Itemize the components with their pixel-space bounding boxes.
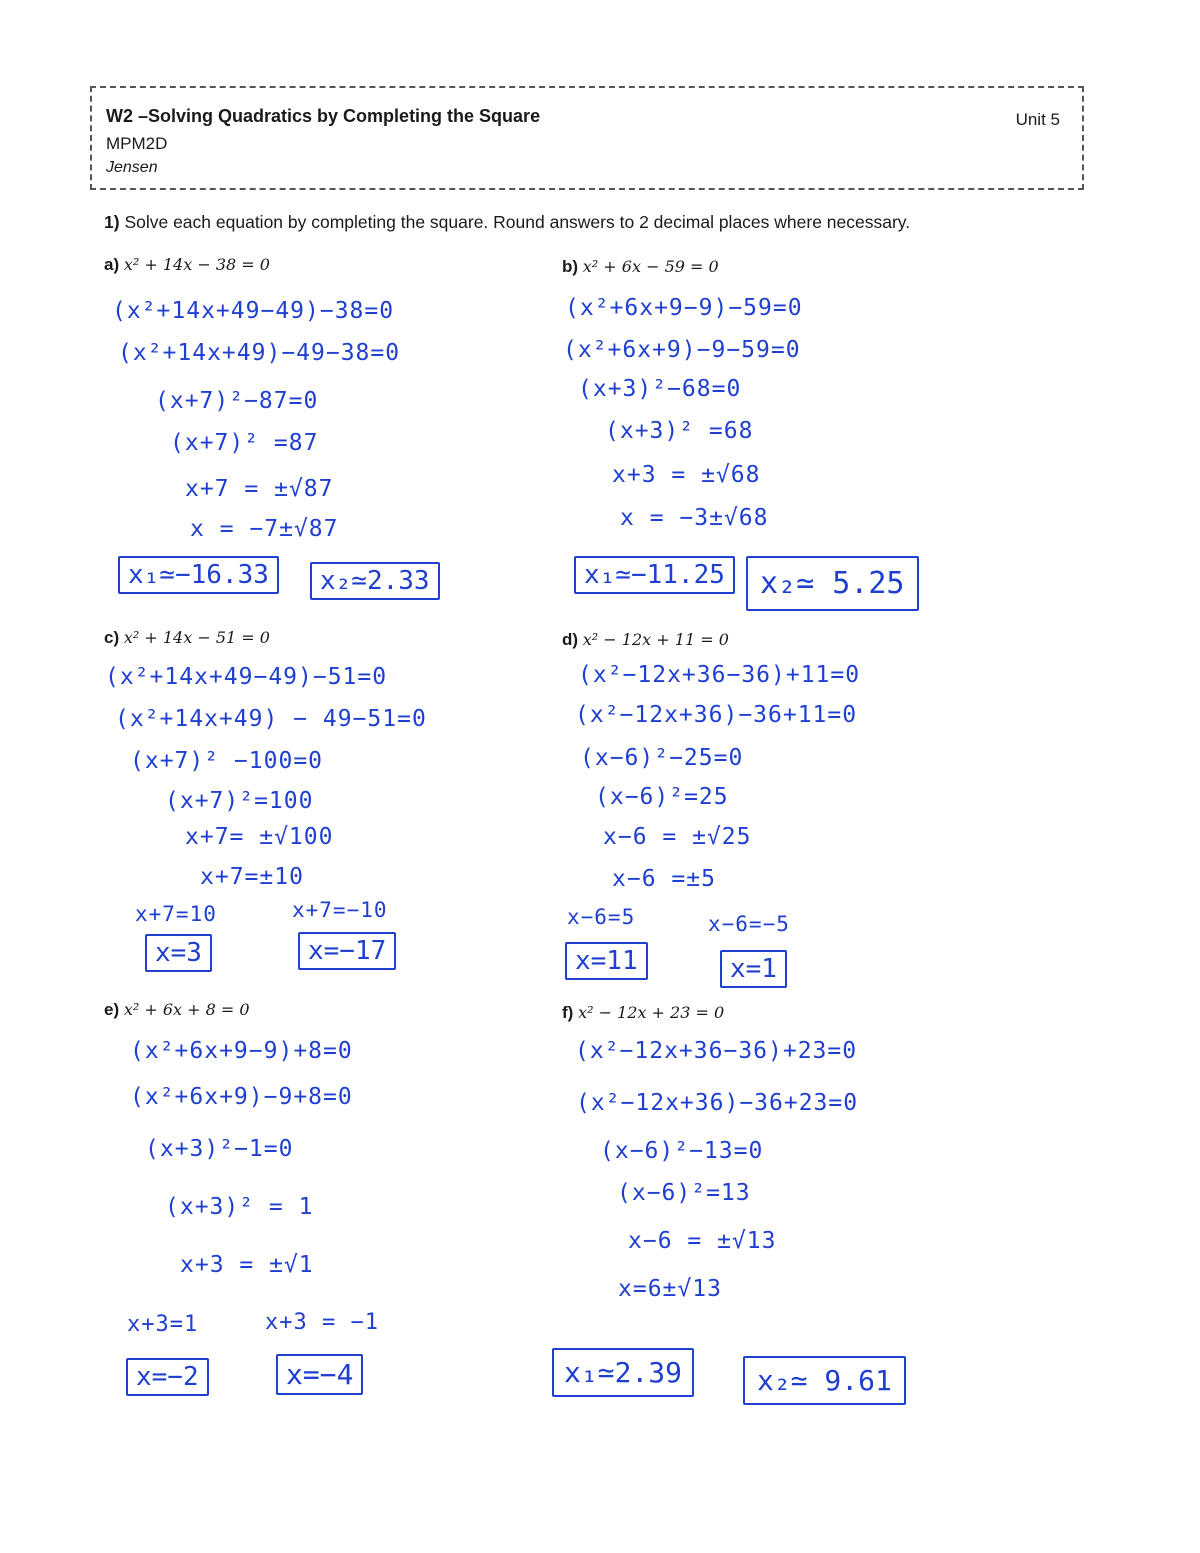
problem-b-label [562,257,719,277]
teacher-name: Jensen [106,159,158,176]
instruction-number: 1) [104,212,120,232]
problem-equation: x² − 12x + 11 = 0 [582,630,729,649]
problem-d-label [562,630,729,650]
work-step: x = −7±√87 [190,516,339,542]
work-step: x+3 = ±√1 [180,1252,314,1278]
instruction-text: Solve each equation by completing the square. Round answers to 2 decimal places where necessary. [124,212,911,232]
problem-letter: a) [104,255,120,274]
work-step: (x²−12x+36−36)+11=0 [578,662,861,688]
answer-box: x=11 [565,942,648,980]
problem-e-label [104,1000,250,1020]
answer-box: x=−17 [298,932,396,970]
work-step: (x+3)² = 1 [165,1194,314,1220]
problem-f-label [562,1003,724,1023]
work-step: (x−6)²=13 [617,1180,751,1206]
work-step: (x−6)²=25 [595,784,729,810]
work-step: (x²+14x+49−49)−38=0 [112,298,395,324]
header-box [90,86,1084,190]
work-step: (x+7)² −100=0 [130,748,324,774]
work-step: x = −3±√68 [620,505,769,531]
problem-a-label [104,255,270,275]
answer-box: x₂≃ 5.25 [746,556,919,611]
problem-letter: d) [562,630,579,649]
work-step: (x²−12x+36)−36+23=0 [576,1090,859,1116]
answer-box: x₁≃−16.33 [118,556,279,594]
work-step: x−6 = ±√13 [628,1228,777,1254]
work-step: x−6=5 [567,905,636,929]
work-step: x−6=−5 [708,912,790,936]
work-step: (x−6)²−25=0 [580,745,744,771]
problem-letter: f) [562,1003,574,1022]
answer-box: x₁≃−11.25 [574,556,735,594]
work-step: x+7=±10 [200,864,304,890]
problem-equation: x² + 6x − 59 = 0 [582,257,719,276]
work-step: (x+7)²=100 [165,788,314,814]
problem-equation: x² + 6x + 8 = 0 [123,1000,250,1019]
work-step: x+7 = ±√87 [185,476,334,502]
problem-letter: e) [104,1000,120,1019]
work-step: x+7=10 [135,902,217,926]
work-step: x−6 = ±√25 [603,824,752,850]
work-step: x+7= ±√100 [185,824,334,850]
answer-box: x₁≃2.39 [552,1348,694,1397]
worksheet-title: W2 –Solving Quadratics by Completing the Square [106,106,541,126]
work-step: (x+3)² =68 [605,418,754,444]
problem-letter: c) [104,628,120,647]
problem-equation: x² + 14x − 38 = 0 [123,255,270,274]
work-step: (x²+6x+9−9)+8=0 [130,1038,353,1064]
work-step: x+3=1 [127,1312,199,1337]
answer-box: x₂≃ 9.61 [743,1356,906,1405]
work-step: (x+3)²−1=0 [145,1136,294,1162]
problem-equation: x² + 14x − 51 = 0 [123,628,270,647]
work-step: (x+7)²−87=0 [155,388,319,414]
work-step: (x²+6x+9)−9+8=0 [130,1084,353,1110]
work-step: x+3 = ±√68 [612,462,761,488]
work-step: x=6±√13 [618,1276,722,1302]
work-step: x+3 = −1 [265,1310,379,1335]
work-step: (x+7)² =87 [170,430,319,456]
work-step: (x²−12x+36−36)+23=0 [575,1038,858,1064]
answer-box: x=3 [145,934,212,972]
work-step: (x²+6x+9−9)−59=0 [565,295,803,321]
work-step: (x²−12x+36)−36+11=0 [575,702,858,728]
work-step: (x+3)²−68=0 [578,376,742,402]
work-step: (x²+6x+9)−9−59=0 [563,337,801,363]
answer-box: x=−2 [126,1358,209,1396]
problem-letter: b) [562,257,579,276]
work-step: (x−6)²−13=0 [600,1138,764,1164]
answer-box: x₂≃2.33 [310,562,440,600]
answer-box: x=1 [720,950,787,988]
work-step: (x²+14x+49−49)−51=0 [105,664,388,690]
unit-label: Unit 5 [1015,110,1060,129]
problem-c-label [104,628,270,648]
instruction [104,212,910,233]
work-step: (x²+14x+49) − 49−51=0 [115,706,427,732]
work-step: (x²+14x+49)−49−38=0 [118,340,401,366]
answer-box: x=−4 [276,1354,363,1395]
work-step: x+7=−10 [292,898,388,922]
work-step: x−6 =±5 [612,866,716,892]
problem-equation: x² − 12x + 23 = 0 [578,1003,725,1022]
course-code: MPM2D [106,134,168,153]
